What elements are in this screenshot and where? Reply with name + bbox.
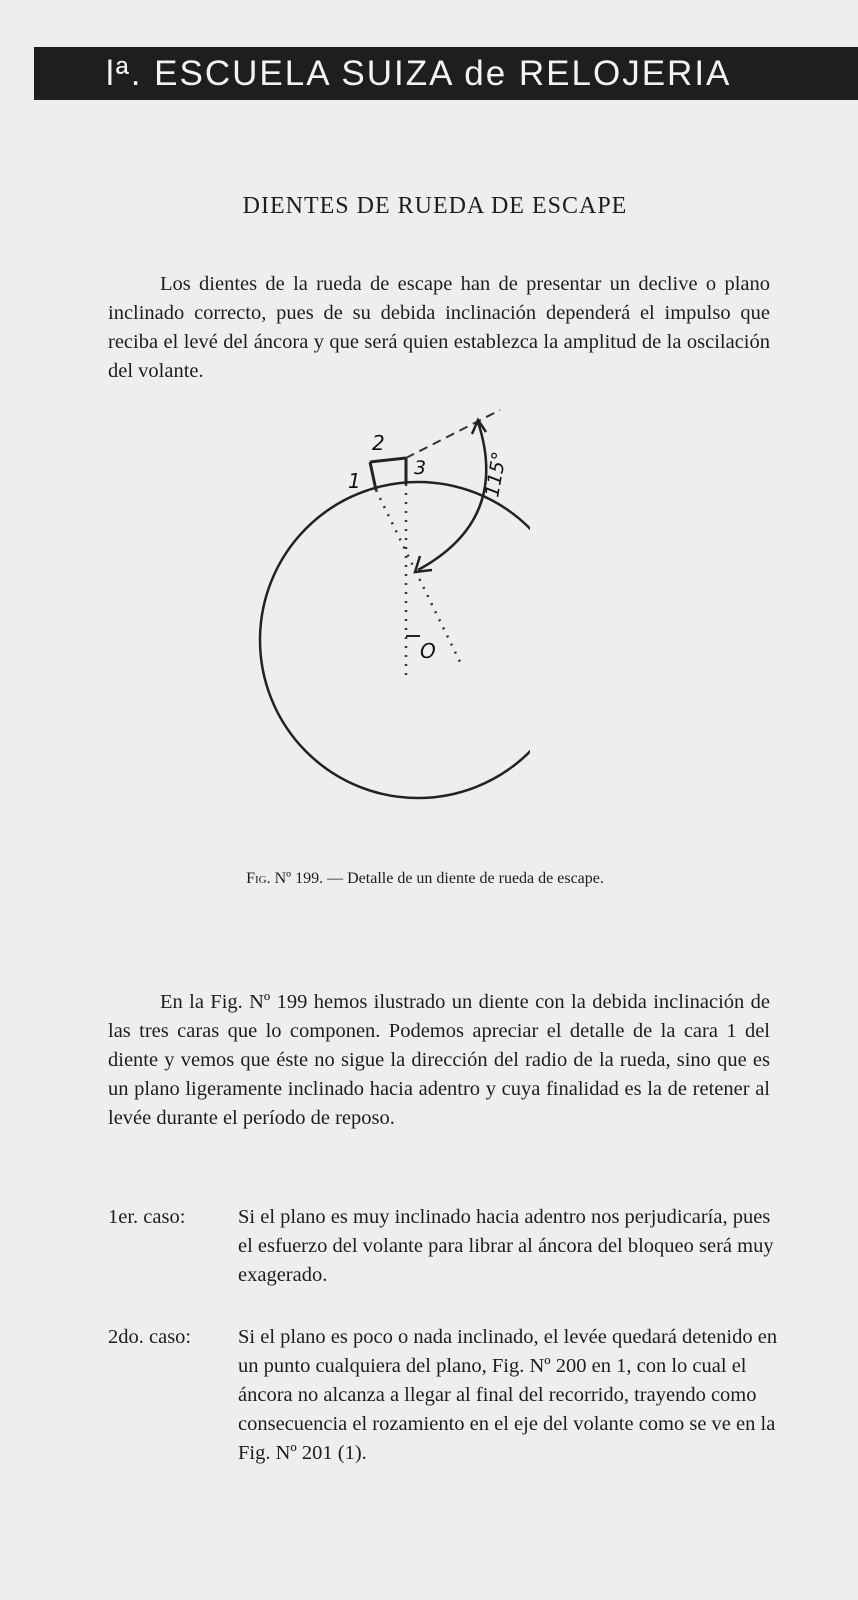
tooth-face-1 <box>370 462 376 490</box>
label-face-3: 3 <box>414 457 427 479</box>
label-face-1: 1 <box>348 469 361 493</box>
case-label: 1er. caso: <box>108 1206 186 1228</box>
escape-wheel-tooth-diagram <box>250 400 530 820</box>
label-face-2: 2 <box>372 431 385 455</box>
body-paragraph: En la Fig. Nº 199 hemos ilustrado un diente con la debida inclinación de las tres caras que lo componen. Podemos apreciar el detalle de la cara 1 del diente y vemos que éste no sigue la dirección del radio de la rueda, sino que es un plano ligeramente inclinado hacia adentro y cuya finalidad es la de retener al levée durante el período de reposo. <box>108 991 770 1129</box>
caption-label: Fig. Nº 199. <box>246 870 324 887</box>
label-center: O <box>420 639 436 663</box>
tooth-face-2 <box>370 458 406 462</box>
angle-arc <box>418 422 486 570</box>
case-text: Si el plano es muy inclinado hacia adentro nos perjudicaría, pues el esfuerzo del volante para librar al áncora del bloqueo será muy exagerado. <box>238 1206 774 1286</box>
case-text: Si el plano es poco o nada inclinado, el levée quedará detenido en un punto cualquiera del plano, Fig. Nº 200 en 1, con lo cual el áncora no alcanza a llegar al final del recorrido, trayendo como consecuencia el rozamiento en el eje del volante como se ve en la Fig. Nº 201 (1). <box>238 1326 778 1464</box>
wheel-circle <box>260 482 530 798</box>
case-label: 2do. caso: <box>108 1326 192 1348</box>
label-angle: 115° <box>481 449 511 499</box>
school-banner <box>34 47 858 100</box>
banner-text: lª. ESCUELA SUIZA de RELOJERIA <box>106 53 732 93</box>
section-title: DIENTES DE RUEDA DE ESCAPE <box>242 193 628 219</box>
intro-paragraph: Los dientes de la rueda de escape han de presentar un declive o plano inclinado correcto, pues de su debida inclinación dependerá el impulso que reciba el levé del áncora y que será quien establezca la amplitud de la oscilación del volante. <box>108 273 770 382</box>
figure-caption <box>200 868 650 890</box>
caption-text: — Detalle de un diente de rueda de escape. <box>327 870 604 887</box>
